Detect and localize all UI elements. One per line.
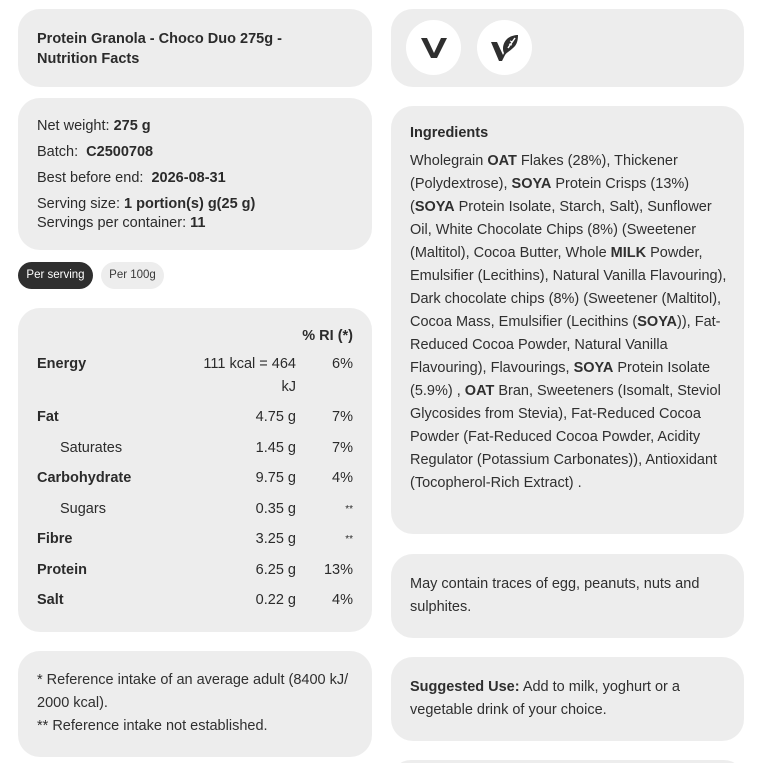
net-weight: [37, 116, 151, 136]
nutrition-table-card: [18, 308, 372, 632]
not-established-footnote: ** Reference intake not established.: [37, 718, 268, 734]
title-card: [18, 9, 372, 87]
nutrient-value: 0.35 g: [255, 501, 296, 517]
ri-header: % RI (*): [302, 328, 353, 344]
ingredient-text-segment: Wholegrain: [410, 153, 488, 169]
nutrient-ri: 4%: [332, 592, 353, 608]
nutrient-name: Sugars: [60, 501, 106, 517]
ingredient-text-segment: Flakes (28%), Thickener (Polydextrose),: [410, 153, 678, 192]
vegetarian-icon: [419, 36, 449, 60]
nutrient-name: Fat: [37, 409, 59, 425]
vegan-leaf-icon: [489, 33, 521, 63]
vegan-badge: [477, 20, 532, 75]
nutrient-ri: 4%: [332, 470, 353, 486]
ri-footnote: * Reference intake of an average adult (8400 kJ/ 2000 kcal).: [37, 672, 349, 711]
allergens-card: [391, 554, 744, 638]
page-title: Protein Granola - Choco Duo 275g - Nutrition Facts: [37, 31, 282, 67]
servings-per-container: [37, 213, 205, 233]
batch-value: C2500708: [86, 144, 154, 160]
per-100g-toggle[interactable]: Per 100g: [101, 262, 164, 289]
nutrient-ri: 13%: [323, 562, 353, 578]
allergen-highlight: MILK: [610, 245, 647, 261]
nutrient-ri: 7%: [332, 409, 353, 425]
suggested-use-card: [391, 657, 744, 741]
nutrient-name: Salt: [37, 592, 64, 608]
ingredient-text-segment: Bran, Sweeteners (Isomalt, Steviol Glycosides from Stevia), Fat-Reduced Cocoa Powder (Fat-Reduced Cocoa Powder, Acidity Regulator (Potassium Carbonates)), Antioxidant (Tocopherol-Rich Extract) .: [410, 383, 721, 491]
ingredient-text-segment: Powder, Emulsifier (Lecithins), Natural Vanilla Flavouring), Dark chocolate chips (8%) (Sweetener (Maltitol), Cocoa Mass, Emulsifier (Lecithins (: [410, 245, 727, 330]
diet-badges-card: [391, 9, 744, 87]
best-before-label: Best before end:: [37, 170, 144, 186]
serving-size-label: Serving size:: [37, 196, 121, 212]
ingredients-heading: Ingredients: [410, 125, 489, 141]
best-before-value: 2026-08-31: [151, 170, 226, 186]
nutrient-value: 6.25 g: [255, 562, 296, 578]
nutrient-value: 111 kcal = 464: [203, 356, 296, 372]
vegetarian-badge: [406, 20, 461, 75]
allergen-highlight: SOYA: [573, 360, 614, 376]
nutrient-value-unit: kJ: [281, 379, 296, 395]
nutrient-name: Energy: [37, 356, 87, 372]
product-info-card: [18, 98, 372, 250]
suggested-use-body: Add to milk, yoghurt or a vegetable drink of your choice.: [410, 679, 680, 718]
ingredient-text-segment: Protein Isolate (5.9%) ,: [410, 360, 711, 399]
nutrient-name: Fibre: [37, 531, 73, 547]
net-weight-label: Net weight:: [37, 118, 110, 134]
allergen-highlight: SOYA: [637, 314, 678, 330]
ingredient-text-segment: Protein Isolate, Starch, Salt), Sunflower Oil, White Chocolate Chips (8%) (Sweetener (Maltitol), Cocoa Butter, Whole: [410, 199, 712, 261]
footnotes-card: [18, 651, 372, 757]
allergen-highlight: SOYA: [414, 199, 455, 215]
nutrient-value: 0.22 g: [255, 592, 296, 608]
ingredient-text-segment: Protein Crisps (13%) (: [410, 176, 690, 215]
servings-per-container-label: Servings per container:: [37, 215, 187, 231]
nutrient-value: 4.75 g: [255, 409, 296, 425]
servings-per-container-value: 11: [190, 215, 206, 231]
suggested-use-label: Suggested Use:: [410, 679, 520, 695]
nutrient-ri: 6%: [332, 356, 353, 372]
ingredients-text: [410, 150, 732, 495]
best-before: [37, 168, 226, 188]
batch: [37, 142, 153, 162]
nutrient-ri: **: [345, 534, 353, 545]
net-weight-value: 275 g: [113, 118, 151, 134]
batch-label: Batch:: [37, 144, 79, 160]
allergen-highlight: SOYA: [511, 176, 552, 192]
nutrient-ri: **: [345, 504, 353, 515]
nutrient-name: Protein: [37, 562, 87, 578]
nutrient-ri: 7%: [332, 440, 353, 456]
allergen-highlight: OAT: [487, 153, 517, 169]
nutrient-name: Carbohydrate: [37, 470, 132, 486]
nutrient-name: Saturates: [60, 440, 123, 456]
suggested-use-text: [410, 676, 710, 722]
allergen-highlight: OAT: [464, 383, 495, 399]
ingredient-text-segment: )), Fat-Reduced Cocoa Powder, Natural Vanilla Flavouring), Flavourings,: [410, 314, 721, 376]
per-serving-toggle[interactable]: Per serving: [18, 262, 93, 289]
nutrient-value: 9.75 g: [255, 470, 296, 486]
serving-size-value: 1 portion(s) g(25 g): [124, 196, 256, 212]
serving-size: [37, 194, 255, 214]
ingredients-card: [391, 106, 744, 534]
nutrient-value: 1.45 g: [255, 440, 296, 456]
nutrient-value: 3.25 g: [255, 531, 296, 547]
allergens-text: May contain traces of egg, peanuts, nuts and sulphites.: [410, 576, 700, 615]
